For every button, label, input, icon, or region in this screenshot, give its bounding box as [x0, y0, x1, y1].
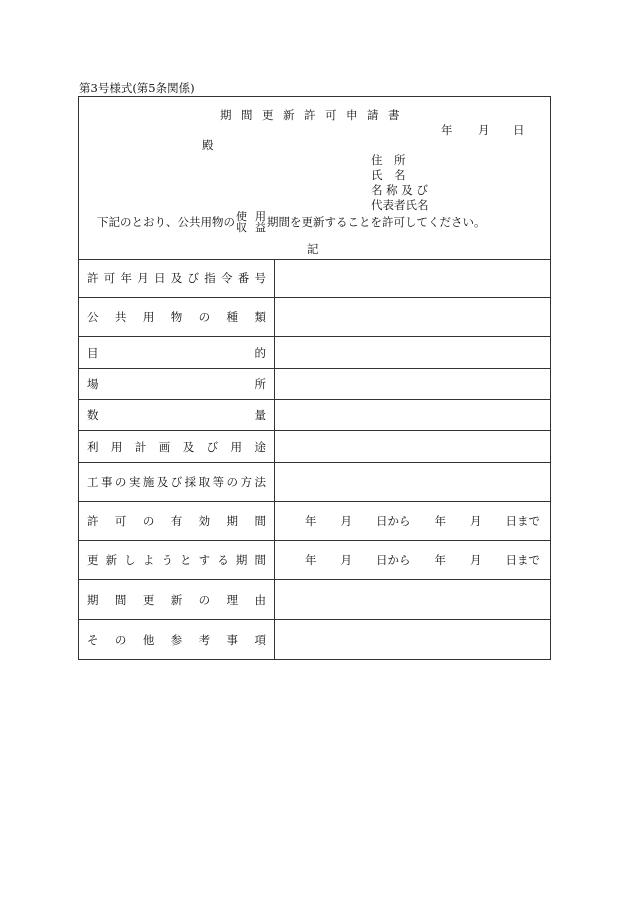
- row-label: 許 可 年 月 日 及 び 指 令 番 号: [79, 259, 275, 297]
- use-char-shuu: 収: [236, 221, 247, 234]
- form-title: 期間更新許可申請書: [220, 108, 409, 122]
- table-row: [79, 337, 550, 369]
- applicant-name-label: 氏 名: [371, 168, 406, 182]
- row-label: 場 所: [79, 369, 275, 399]
- use-type-choice: [236, 211, 266, 233]
- form-number-label: 第3号様式(第5条関係): [79, 81, 195, 95]
- use-char-eki: 益: [255, 221, 266, 234]
- date-year: 年: [441, 123, 453, 137]
- row-value-field[interactable]: [275, 298, 550, 336]
- row-label: そ の 他 参 考 事 項: [79, 620, 275, 660]
- row-label: 数 量: [79, 400, 275, 430]
- row-value-field[interactable]: [275, 431, 550, 462]
- application-form: [78, 96, 551, 660]
- request-suffix: 期間を更新することを許可してください。: [267, 215, 486, 229]
- applicant-representative-label: 代表者氏名: [371, 198, 429, 212]
- use-char-shi: 使: [236, 210, 247, 223]
- row-label: 利 用 計 画 及 び 用 途: [79, 431, 275, 462]
- applicant-address-label: 住 所: [371, 153, 406, 167]
- row-value-field[interactable]: [275, 259, 550, 297]
- table-row: [79, 400, 550, 431]
- row-value-field[interactable]: [275, 400, 550, 430]
- row-value-field[interactable]: [275, 369, 550, 399]
- ki-marker: 記: [307, 242, 319, 256]
- request-sentence: [97, 211, 486, 233]
- table-row: [79, 502, 550, 541]
- row-value-field[interactable]: [275, 620, 550, 660]
- row-value-field[interactable]: [275, 541, 550, 579]
- period-range: 年 月 日から 年 月 日まで: [305, 514, 540, 528]
- request-prefix: 下記のとおり、公共用物の: [97, 215, 235, 229]
- row-label: 期 間 更 新 の 理 由: [79, 580, 275, 619]
- row-label: 公 共 用 物 の 種 類: [79, 298, 275, 336]
- use-char-you: 用: [255, 210, 266, 223]
- table-row: [79, 580, 550, 620]
- table-row: [79, 259, 550, 298]
- date-day: 日: [513, 123, 525, 137]
- row-label: 工 事 の 実 施 及 び 採 取 等 の 方 法: [79, 463, 275, 501]
- row-value-field[interactable]: [275, 502, 550, 540]
- table-row: [79, 431, 550, 463]
- row-value-field[interactable]: [275, 463, 550, 501]
- applicant-corp-label: 名 称 及 び: [371, 183, 428, 197]
- row-label: 目 的: [79, 337, 275, 368]
- addressee-suffix: 殿: [202, 138, 214, 152]
- table-row: [79, 298, 550, 337]
- row-value-field[interactable]: [275, 580, 550, 619]
- date-month: 月: [478, 123, 490, 137]
- row-value-field[interactable]: [275, 337, 550, 368]
- table-row: [79, 541, 550, 580]
- row-label: 更 新 し よ う と す る 期 間: [79, 541, 275, 579]
- table-row: [79, 463, 550, 502]
- form-header: [79, 97, 550, 260]
- period-range: 年 月 日から 年 月 日まで: [305, 553, 540, 567]
- table-row: [79, 620, 550, 660]
- row-label: 許 可 の 有 効 期 間: [79, 502, 275, 540]
- table-row: [79, 369, 550, 400]
